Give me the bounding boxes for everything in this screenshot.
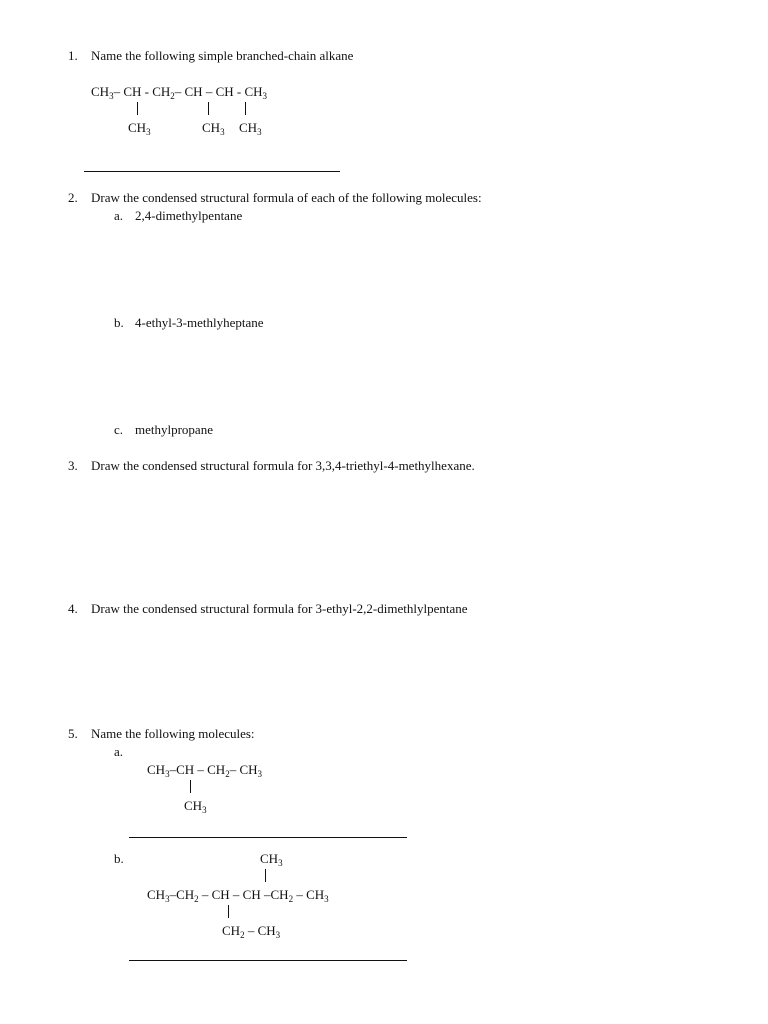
q1-bond-3: [245, 102, 246, 115]
q1-answer-line[interactable]: [84, 171, 340, 172]
q5-b-letter: b.: [114, 851, 124, 866]
q1-substituent-2: $CH_3$: [202, 120, 225, 137]
q5-b-top-substituent: $CH_3$: [260, 851, 283, 868]
q2-item-a-letter: a.: [114, 208, 124, 223]
q5-b-bond-bottom: [228, 905, 229, 918]
q5-b-bond-top: [265, 869, 266, 882]
q1-substituent-1: $CH_3$: [128, 120, 151, 137]
q1-prompt: Name the following simple branched-chain alkane: [91, 48, 354, 63]
q1-bond-2: [208, 102, 209, 115]
q1-substituent-3: $CH_3$: [239, 120, 262, 137]
q2-item-b-name: 4-ethyl-3-methlyheptane: [135, 315, 264, 330]
q3-prompt: Draw the condensed structural formula for 3,3,4-triethyl-4-methylhexane.: [91, 458, 475, 473]
q2-item-b-letter: b.: [114, 315, 124, 330]
q1-main-chain: $CH_3-$ CH - $CH_2-$ CH – CH - $CH_3$: [91, 84, 268, 101]
q2-item-a-name: 2,4-dimethylpentane: [135, 208, 243, 223]
q5-b-main-chain: $CH_3-CH_2$ – CH – CH $-CH_2 - CH_3$: [147, 887, 329, 904]
q4-number: 4.: [68, 601, 78, 616]
q5-a-substituent: $CH_3$: [184, 798, 207, 815]
q1-bond-1: [137, 102, 138, 115]
q2-prompt: Draw the condensed structural formula of each of the following molecules:: [91, 190, 482, 205]
q5-prompt: Name the following molecules:: [91, 726, 255, 741]
q5-number: 5.: [68, 726, 78, 741]
q5-a-letter: a.: [114, 744, 124, 759]
q4-prompt: Draw the condensed structural formula for 3-ethyl-2,2-dimethlylpentane: [91, 601, 468, 616]
q5-a-answer-line[interactable]: [129, 837, 407, 838]
q1-number: 1.: [68, 48, 78, 63]
q5-a-bond: [190, 780, 191, 793]
q2-item-c-name: methylpropane: [135, 422, 213, 437]
q2-item-c-letter: c.: [114, 422, 124, 437]
q2-number: 2.: [68, 190, 78, 205]
q5-a-main-chain: $CH_3-CH - CH_2-$ $CH_3$: [147, 762, 262, 779]
q5-b-answer-line[interactable]: [129, 960, 407, 961]
q3-number: 3.: [68, 458, 78, 473]
q5-b-bottom-substituent: $CH_2 - CH_3$: [222, 923, 281, 940]
